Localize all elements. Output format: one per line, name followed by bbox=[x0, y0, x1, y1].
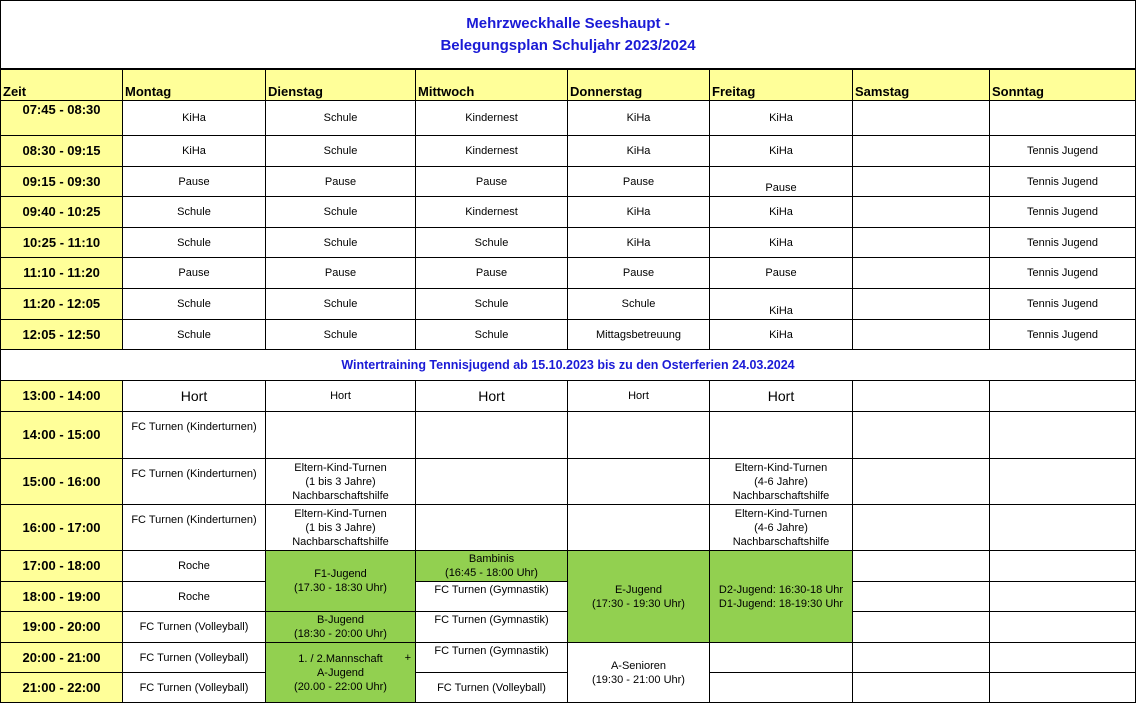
time-cell[interactable]: 13:00 - 14:00 bbox=[0, 381, 123, 412]
slot-cell[interactable]: Tennis Jugend bbox=[990, 258, 1136, 289]
hort-montag[interactable]: Hort bbox=[123, 381, 266, 412]
hort-dienstag[interactable]: Hort bbox=[266, 381, 416, 412]
line-1: Eltern-Kind-Turnen bbox=[734, 507, 828, 520]
line-3: Nachbarschaftshilfe bbox=[292, 489, 389, 502]
slot-cell[interactable]: Pause bbox=[710, 258, 853, 289]
line-2: (1 bis 3 Jahre) bbox=[305, 521, 376, 534]
slot-cell[interactable]: KiHa bbox=[123, 101, 266, 136]
line-3: Nachbarschaftshilfe bbox=[292, 535, 389, 548]
bambinis-block[interactable] bbox=[416, 551, 568, 582]
freitag-eltern-kind-turnen[interactable] bbox=[710, 505, 853, 551]
slot-cell[interactable]: Schule bbox=[266, 228, 416, 258]
slot-cell[interactable]: Schule bbox=[416, 320, 568, 350]
slot-cell[interactable]: Pause bbox=[266, 258, 416, 289]
empty-cell[interactable] bbox=[266, 412, 416, 459]
empty-cell[interactable] bbox=[710, 673, 853, 703]
line-2: (17.30 - 18:30 Uhr) bbox=[294, 582, 387, 594]
slot-cell[interactable]: Pause bbox=[568, 167, 710, 197]
header-samstag[interactable]: Samstag bbox=[853, 68, 990, 101]
line-3: Nachbarschaftshilfe bbox=[732, 489, 830, 502]
empty-cell[interactable] bbox=[853, 582, 990, 612]
line-1: Bambinis bbox=[468, 553, 515, 565]
plus-sign: + bbox=[404, 652, 411, 664]
montag-volleyball[interactable]: FC Turnen (Volleyball) bbox=[123, 673, 266, 703]
slot-cell[interactable]: Schule bbox=[123, 228, 266, 258]
time-cell[interactable]: 12:05 - 12:50 bbox=[0, 320, 123, 350]
line-2: (17:30 - 19:30 Uhr) bbox=[592, 597, 685, 610]
time-cell[interactable]: 18:00 - 19:00 bbox=[0, 582, 123, 612]
slot-cell[interactable]: Schule bbox=[266, 320, 416, 350]
time-cell[interactable]: 19:00 - 20:00 bbox=[0, 612, 123, 643]
line-1: A-Senioren bbox=[610, 659, 667, 672]
line-2: (18:30 - 20:00 Uhr) bbox=[294, 628, 387, 640]
montag-roche[interactable]: Roche bbox=[123, 551, 266, 582]
empty-cell[interactable] bbox=[990, 412, 1136, 459]
slot-cell[interactable]: Pause bbox=[123, 167, 266, 197]
empty-cell[interactable] bbox=[416, 412, 568, 459]
slot-cell[interactable]: Schule bbox=[568, 289, 710, 320]
montag-kinderturnen[interactable]: FC Turnen (Kinderturnen) bbox=[123, 412, 266, 459]
empty-cell[interactable] bbox=[990, 459, 1136, 505]
line-1: Eltern-Kind-Turnen bbox=[734, 461, 828, 474]
slot-cell[interactable]: KiHa bbox=[568, 228, 710, 258]
dienstag-eltern-kind-turnen[interactable] bbox=[266, 459, 416, 505]
slot-cell[interactable]: Tennis Jugend bbox=[990, 320, 1136, 350]
slot-cell[interactable]: Tennis Jugend bbox=[990, 167, 1136, 197]
slot-cell[interactable]: Schule bbox=[266, 136, 416, 167]
empty-cell[interactable] bbox=[990, 505, 1136, 551]
montag-volleyball[interactable]: FC Turnen (Volleyball) bbox=[123, 643, 266, 673]
line-1: D2-Jugend: 16:30-18 Uhr bbox=[718, 583, 844, 596]
line-2: A-Jugend bbox=[316, 666, 365, 679]
line-2: (4-6 Jahre) bbox=[754, 521, 808, 534]
slot-cell[interactable] bbox=[853, 228, 990, 258]
b-jugend-block[interactable] bbox=[266, 612, 416, 643]
slot-cell[interactable]: KiHa bbox=[710, 320, 853, 350]
slot-cell[interactable]: Tennis Jugend bbox=[990, 289, 1136, 320]
slot-cell[interactable]: Schule bbox=[266, 197, 416, 228]
slot-cell[interactable]: Schule bbox=[266, 101, 416, 136]
empty-cell[interactable] bbox=[990, 673, 1136, 703]
time-cell[interactable]: 15:00 - 16:00 bbox=[0, 459, 123, 505]
mittwoch-gymnastik[interactable]: FC Turnen (Gymnastik) bbox=[416, 612, 568, 643]
slot-cell[interactable] bbox=[990, 101, 1136, 136]
sheet-title bbox=[0, 0, 1136, 70]
empty-cell[interactable] bbox=[853, 381, 990, 412]
slot-cell[interactable]: Schule bbox=[416, 289, 568, 320]
mittwoch-volleyball[interactable]: FC Turnen (Volleyball) bbox=[416, 673, 568, 703]
slot-cell[interactable]: Schule bbox=[123, 197, 266, 228]
empty-cell[interactable] bbox=[990, 643, 1136, 673]
montag-kinderturnen[interactable]: FC Turnen (Kinderturnen) bbox=[123, 459, 266, 505]
mittwoch-gymnastik[interactable]: FC Turnen (Gymnastik) bbox=[416, 643, 568, 673]
slot-cell[interactable]: KiHa bbox=[123, 136, 266, 167]
slot-cell[interactable]: KiHa bbox=[710, 197, 853, 228]
mannschaft-block[interactable] bbox=[266, 643, 416, 703]
line-2: (4-6 Jahre) bbox=[754, 475, 808, 488]
slot-cell[interactable]: Pause bbox=[568, 258, 710, 289]
montag-kinderturnen[interactable]: FC Turnen (Kinderturnen) bbox=[123, 505, 266, 551]
slot-cell[interactable]: KiHa bbox=[710, 228, 853, 258]
slot-cell[interactable]: Pause bbox=[416, 167, 568, 197]
slot-cell[interactable]: Tennis Jugend bbox=[990, 197, 1136, 228]
time-cell[interactable]: 09:40 - 10:25 bbox=[0, 197, 123, 228]
slot-cell[interactable]: KiHa bbox=[568, 101, 710, 136]
header-zeit[interactable]: Zeit bbox=[0, 68, 123, 101]
empty-cell[interactable] bbox=[990, 551, 1136, 582]
title-line-2: Belegungsplan Schuljahr 2023/2024 bbox=[440, 37, 696, 54]
header-mittwoch[interactable]: Mittwoch bbox=[416, 68, 568, 101]
time-cell[interactable]: 07:45 - 08:30 bbox=[0, 101, 123, 136]
slot-cell[interactable]: Mittagsbetreuung bbox=[568, 320, 710, 350]
hort-freitag[interactable]: Hort bbox=[710, 381, 853, 412]
line-1: E-Jugend bbox=[614, 583, 663, 596]
freitag-eltern-kind-turnen[interactable] bbox=[710, 459, 853, 505]
line-2: D1-Jugend: 18-19:30 Uhr bbox=[718, 597, 844, 610]
empty-cell[interactable] bbox=[990, 612, 1136, 643]
line-2: (1 bis 3 Jahre) bbox=[305, 475, 376, 488]
slot-cell[interactable]: KiHa bbox=[568, 136, 710, 167]
slot-cell[interactable]: Kindernest bbox=[416, 197, 568, 228]
slot-cell[interactable]: Tennis Jugend bbox=[990, 228, 1136, 258]
empty-cell[interactable] bbox=[853, 643, 990, 673]
slot-cell[interactable]: Pause bbox=[416, 258, 568, 289]
empty-cell[interactable] bbox=[710, 412, 853, 459]
empty-cell[interactable] bbox=[710, 643, 853, 673]
time-cell[interactable]: 14:00 - 15:00 bbox=[0, 412, 123, 459]
line-1: Eltern-Kind-Turnen bbox=[294, 461, 387, 474]
header-sonntag[interactable]: Sonntag bbox=[990, 68, 1136, 101]
header-freitag[interactable]: Freitag bbox=[710, 68, 853, 101]
empty-cell[interactable] bbox=[853, 612, 990, 643]
empty-cell[interactable] bbox=[568, 459, 710, 505]
slot-cell[interactable]: Schule bbox=[416, 228, 568, 258]
montag-volleyball[interactable]: FC Turnen (Volleyball) bbox=[123, 612, 266, 643]
slot-cell[interactable]: Schule bbox=[123, 320, 266, 350]
slot-cell[interactable]: Pause bbox=[266, 167, 416, 197]
empty-cell[interactable] bbox=[568, 505, 710, 551]
slot-cell[interactable]: Kindernest bbox=[416, 101, 568, 136]
time-cell[interactable]: 17:00 - 18:00 bbox=[0, 551, 123, 582]
header-donnerstag[interactable]: Donnerstag bbox=[568, 68, 710, 101]
empty-cell[interactable] bbox=[853, 673, 990, 703]
d-jugend-block[interactable] bbox=[710, 551, 853, 643]
empty-cell[interactable] bbox=[853, 459, 990, 505]
time-cell[interactable]: 11:20 - 12:05 bbox=[0, 289, 123, 320]
time-cell[interactable]: 08:30 - 09:15 bbox=[0, 136, 123, 167]
slot-cell[interactable]: Kindernest bbox=[416, 136, 568, 167]
a-senioren-block[interactable] bbox=[568, 643, 710, 703]
slot-cell[interactable] bbox=[853, 136, 990, 167]
hort-mittwoch[interactable]: Hort bbox=[416, 381, 568, 412]
line-1: F1-Jugend bbox=[314, 568, 367, 580]
header-dienstag[interactable]: Dienstag bbox=[266, 68, 416, 101]
slot-cell[interactable]: Pause bbox=[123, 258, 266, 289]
empty-cell[interactable] bbox=[853, 412, 990, 459]
title-line-1: Mehrzweckhalle Seeshaupt - bbox=[466, 15, 670, 32]
slot-cell[interactable]: KiHa bbox=[710, 136, 853, 167]
slot-cell[interactable]: KiHa bbox=[568, 197, 710, 228]
line-2: (19:30 - 21:00 Uhr) bbox=[592, 673, 685, 686]
line-1: Eltern-Kind-Turnen bbox=[294, 507, 387, 520]
slot-cell[interactable]: Schule bbox=[266, 289, 416, 320]
empty-cell[interactable] bbox=[416, 505, 568, 551]
slot-cell[interactable] bbox=[853, 197, 990, 228]
f1-jugend-block[interactable] bbox=[266, 551, 416, 612]
empty-cell[interactable] bbox=[853, 551, 990, 582]
e-jugend-block[interactable] bbox=[568, 551, 710, 643]
slot-cell[interactable] bbox=[853, 167, 990, 197]
time-cell[interactable]: 16:00 - 17:00 bbox=[0, 505, 123, 551]
montag-roche[interactable]: Roche bbox=[123, 582, 266, 612]
time-cell[interactable]: 11:10 - 11:20 bbox=[0, 258, 123, 289]
slot-cell[interactable]: Tennis Jugend bbox=[990, 136, 1136, 167]
slot-cell[interactable]: Schule bbox=[123, 289, 266, 320]
dienstag-eltern-kind-turnen[interactable] bbox=[266, 505, 416, 551]
empty-cell[interactable] bbox=[990, 381, 1136, 412]
empty-cell[interactable] bbox=[568, 412, 710, 459]
line-1: 1. / 2.Mannschaft bbox=[298, 652, 383, 665]
slot-cell[interactable] bbox=[853, 320, 990, 350]
time-cell[interactable]: 09:15 - 09:30 bbox=[0, 167, 123, 197]
slot-cell[interactable] bbox=[853, 289, 990, 320]
slot-cell[interactable]: KiHa bbox=[710, 101, 853, 136]
hort-donnerstag[interactable]: Hort bbox=[568, 381, 710, 412]
slot-cell[interactable]: KiHa bbox=[710, 289, 853, 320]
line-3: (20.00 - 22:00 Uhr) bbox=[294, 680, 387, 693]
time-cell[interactable]: 20:00 - 21:00 bbox=[0, 643, 123, 673]
wintertraining-banner[interactable]: Wintertraining Tennisjugend ab 15.10.2023 bis zu den Osterferien 24.03.2024 bbox=[0, 350, 1136, 381]
line-2: (16:45 - 18:00 Uhr) bbox=[445, 567, 538, 579]
mittwoch-gymnastik[interactable]: FC Turnen (Gymnastik) bbox=[416, 582, 568, 612]
slot-cell[interactable] bbox=[853, 258, 990, 289]
header-montag[interactable]: Montag bbox=[123, 68, 266, 101]
line-1: B-Jugend bbox=[316, 614, 365, 626]
time-cell[interactable]: 21:00 - 22:00 bbox=[0, 673, 123, 703]
slot-cell[interactable] bbox=[853, 101, 990, 136]
empty-cell[interactable] bbox=[990, 582, 1136, 612]
empty-cell[interactable] bbox=[416, 459, 568, 505]
slot-cell[interactable]: Pause bbox=[710, 167, 853, 197]
empty-cell[interactable] bbox=[853, 505, 990, 551]
time-cell[interactable]: 10:25 - 11:10 bbox=[0, 228, 123, 258]
line-3: Nachbarschaftshilfe bbox=[732, 535, 830, 548]
